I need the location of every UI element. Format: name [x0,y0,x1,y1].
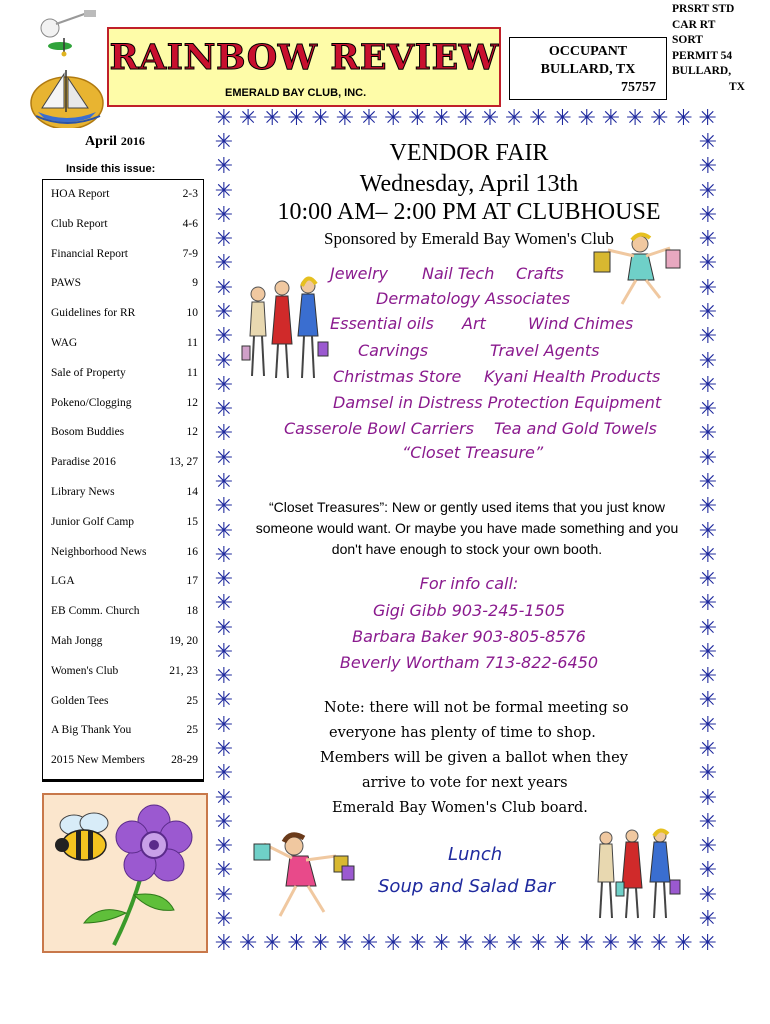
vendor-fair-date: Wednesday, April 13th [359,171,579,197]
star-icon: ✳ [214,154,234,180]
star-icon: ✳ [214,494,234,520]
toc-row [51,486,198,504]
toc-row [51,218,198,236]
toc-title: Bosom Buddies [51,426,125,439]
star-icon: ✳ [214,251,234,277]
toc-row [51,248,198,266]
toc-page: 17 [186,575,198,588]
star-icon: ✳ [432,931,451,956]
star-icon: ✳ [698,591,718,617]
star-icon: ✳ [698,202,718,228]
star-icon: ✳ [311,931,330,956]
star-border-top [212,107,720,131]
toc-title: Mah Jongg [51,635,103,647]
toc-row [51,397,198,415]
star-icon: ✳ [311,106,330,131]
star-icon: ✳ [698,664,718,690]
star-icon: ✳ [698,154,718,180]
star-icon: ✳ [698,785,718,811]
star-icon: ✳ [214,907,234,932]
toc-row [51,516,198,534]
vendor-line [240,264,698,288]
star-icon: ✳ [214,639,234,665]
toc-page: 9 [192,277,198,290]
star-icon: ✳ [698,518,718,544]
permit-line: PRSRT STD [672,3,735,15]
star-icon: ✳ [214,712,234,738]
toc-row [51,724,198,742]
star-icon: ✳ [384,931,403,956]
toc-page: 25 [186,694,198,707]
star-icon: ✳ [698,469,718,495]
vendor-item: Jewelry [330,264,388,283]
star-icon: ✳ [214,397,234,423]
vendor-item: Christmas Store [333,367,462,386]
star-icon: ✳ [577,931,597,956]
toc-page: 25 [186,724,198,737]
mailing-recipient: OCCUPANT [548,44,628,59]
toc-row [51,754,198,772]
star-icon: ✳ [698,397,718,423]
toc-page: 18 [186,605,198,618]
star-icon: ✳ [698,809,718,835]
star-border-right [696,131,720,932]
lunch-detail: Soup and Salad Bar [378,876,555,897]
vendor-item: “Closet Treasure” [402,443,544,462]
star-icon: ✳ [214,591,234,617]
newsletter-subtitle: EMERALD BAY CLUB, INC. [225,87,367,99]
star-icon: ✳ [553,931,572,956]
toc-row [51,307,198,325]
star-icon: ✳ [214,324,234,350]
star-icon: ✳ [698,542,718,568]
toc-heading: Inside this issue: [66,163,156,175]
star-icon: ✳ [214,567,234,593]
star-icon: ✳ [238,106,258,131]
star-icon: ✳ [650,106,669,131]
star-icon: ✳ [214,785,234,811]
star-icon: ✳ [698,882,718,908]
star-icon: ✳ [698,737,718,763]
vendor-item: Art [462,314,486,333]
toc-title: WAG [51,337,78,349]
star-icon: ✳ [601,106,621,131]
description-line: “Closet Treasures”: New or gently used items that you just know [268,499,666,515]
postage-permit [672,2,767,95]
star-icon: ✳ [698,178,718,204]
vendor-line [240,443,698,467]
star-icon: ✳ [698,858,718,884]
star-icon: ✳ [214,275,234,301]
permit-line: PERMIT 54 [672,49,733,62]
vendor-item: Casserole Bowl Carriers [284,419,474,438]
mailing-city: BULLARD, TX [540,62,636,77]
star-icon: ✳ [698,615,718,641]
vendor-item: Carvings [358,341,429,360]
star-border-bottom [212,932,720,956]
star-icon: ✳ [456,106,476,131]
flower-bee-clipart [42,793,208,953]
star-icon: ✳ [214,664,234,690]
star-icon: ✳ [698,421,718,447]
star-icon: ✳ [505,106,524,131]
contact-line: Barbara Baker 903-805-8576 [352,627,586,646]
vendor-item: Kyani Health Products [484,367,661,386]
table-of-contents [42,179,204,782]
star-icon: ✳ [214,106,234,131]
lunch-heading: Lunch [448,844,503,865]
mailing-zip: 75757 [621,80,656,95]
star-icon: ✳ [214,615,234,641]
newsletter-title: RAINBOW REVIEW [109,37,499,78]
star-icon: ✳ [698,931,717,956]
star-icon: ✳ [505,931,524,956]
star-icon: ✳ [698,130,718,155]
toc-title: Sale of Property [51,366,126,379]
toc-title: 2015 New Members [51,754,145,767]
masthead [107,27,501,107]
toc-title: Library News [51,486,115,498]
vendor-line [240,367,698,391]
star-icon: ✳ [214,178,234,204]
toc-title: Club Report [51,217,108,230]
mailing-address-box [509,37,667,100]
star-icon: ✳ [698,372,718,398]
toc-page: 28-29 [171,754,198,767]
star-icon: ✳ [214,761,234,787]
info-heading: For info call: [419,574,519,593]
vendor-item: Damsel in Distress Protection Equipment [333,393,662,412]
toc-row [51,188,198,206]
toc-title: PAWS [51,277,81,290]
star-icon: ✳ [408,931,427,956]
star-icon: ✳ [698,712,718,738]
note-line: arrive to vote for next years [362,775,568,791]
star-icon: ✳ [480,931,500,956]
vendor-line [240,419,698,443]
shopping-group-clipart [590,826,688,922]
toc-page: 15 [186,515,198,528]
star-icon: ✳ [214,299,234,325]
star-icon: ✳ [214,882,234,908]
toc-row [51,575,198,593]
vendor-fair-sponsor: Sponsored by Emerald Bay Women's Club [324,229,614,248]
star-icon: ✳ [214,348,234,374]
star-icon: ✳ [480,106,500,131]
star-icon: ✳ [214,372,234,398]
toc-row [51,695,198,713]
toc-title: Guidelines for RR [51,307,136,320]
star-icon: ✳ [214,688,234,714]
toc-page: 10 [186,307,198,320]
permit-line: SORT [672,34,703,46]
star-icon: ✳ [698,445,718,471]
star-icon: ✳ [698,688,718,714]
toc-row [51,665,198,683]
star-icon: ✳ [529,106,548,131]
toc-title: Pokeno/Clogging [51,396,132,409]
toc-row [51,456,198,474]
note-line: Note: there will not be formal meeting so [324,700,629,716]
toc-page: 19, 20 [169,635,198,647]
toc-page: 11 [186,366,198,379]
toc-page: 12 [186,396,198,409]
star-icon: ✳ [456,931,476,956]
toc-title: A Big Thank You [51,724,132,737]
vendor-line [240,341,698,365]
toc-page: 2-3 [182,188,198,200]
star-icon: ✳ [214,931,234,956]
star-icon: ✳ [214,737,234,763]
issue-year: 2016 [120,134,145,148]
star-icon: ✳ [698,251,718,277]
toc-title: LGA [51,575,75,588]
star-icon: ✳ [214,834,234,860]
toc-title: Junior Golf Camp [51,515,135,528]
star-icon: ✳ [698,639,718,665]
star-icon: ✳ [214,858,234,884]
vendor-item: Essential oils [330,314,434,333]
description-line: someone would want. Or maybe you have made something and you [255,520,679,536]
description-line: don't have enough to stock your own booth. [331,541,603,557]
closet-treasure-description [244,497,690,560]
toc-title: Women's Club [51,664,119,677]
toc-title: Neighborhood News [51,545,147,558]
toc-row [51,277,198,295]
toc-page: 12 [186,426,198,439]
toc-page: 13, 27 [169,456,198,469]
vendor-item: Travel Agents [490,341,600,360]
contact-line: Gigi Gibb 903-245-1505 [372,601,566,620]
star-icon: ✳ [625,106,645,131]
issue-date [85,134,145,150]
star-icon: ✳ [214,469,234,495]
toc-page: 14 [186,486,198,498]
permit-line: BULLARD, [672,65,732,77]
vendor-item: Tea and Gold Towels [494,419,657,438]
vendor-line [240,393,698,417]
star-icon: ✳ [238,931,258,956]
star-icon: ✳ [335,931,355,956]
star-icon: ✳ [698,567,718,593]
star-icon: ✳ [214,202,234,228]
star-icon: ✳ [287,106,306,131]
star-icon: ✳ [214,130,234,155]
toc-title: HOA Report [51,188,110,200]
permit-line: TX [729,80,745,93]
vendor-item: Nail Tech [422,264,495,283]
toc-row [51,337,198,355]
toc-row [51,426,198,444]
toc-page: 21, 23 [169,664,198,677]
star-icon: ✳ [359,106,379,131]
vendor-line [240,314,698,338]
star-icon: ✳ [625,931,645,956]
star-icon: ✳ [698,275,718,301]
star-icon: ✳ [214,227,234,253]
note-line: everyone has plenty of time to shop. [329,725,596,741]
star-icon: ✳ [214,518,234,544]
star-icon: ✳ [698,907,718,932]
toc-row [51,546,198,564]
star-icon: ✳ [384,106,403,131]
toc-row [51,605,198,623]
note-line: Members will be given a ballot when they [320,750,628,766]
star-icon: ✳ [698,834,718,860]
star-icon: ✳ [698,348,718,374]
star-icon: ✳ [214,542,234,568]
toc-page: 4-6 [182,217,198,230]
toc-title: Golden Tees [51,694,109,707]
toc-row [51,635,198,653]
toc-title: Paradise 2016 [51,456,116,469]
star-border-left [212,131,236,932]
vendor-item: Crafts [516,264,564,283]
star-icon: ✳ [553,106,572,131]
star-icon: ✳ [335,106,355,131]
vendor-fair-time: 10:00 AM– 2:00 PM AT CLUBHOUSE [277,199,661,225]
vendor-fair-title: VENDOR FAIR [389,140,549,166]
issue-month: April [85,134,117,149]
star-icon: ✳ [698,494,718,520]
star-icon: ✳ [529,931,548,956]
toc-page: 7-9 [182,247,198,260]
star-icon: ✳ [674,106,693,131]
toc-title: Financial Report [51,247,128,260]
star-icon: ✳ [263,106,282,131]
vendor-line [240,289,698,313]
star-icon: ✳ [432,106,451,131]
star-icon: ✳ [698,324,718,350]
toc-page: 16 [186,545,198,558]
star-icon: ✳ [214,809,234,835]
shopping-woman-clipart [250,826,360,922]
star-icon: ✳ [359,931,379,956]
vendor-item: Dermatology Associates [376,289,571,308]
star-icon: ✳ [698,299,718,325]
star-icon: ✳ [698,761,718,787]
star-icon: ✳ [674,931,693,956]
star-icon: ✳ [214,421,234,447]
star-icon: ✳ [287,931,306,956]
toc-row [51,367,198,385]
note-line: Emerald Bay Women's Club board. [332,800,588,816]
star-icon: ✳ [577,106,597,131]
vendor-item: Wind Chimes [528,314,634,333]
star-icon: ✳ [650,931,669,956]
star-icon: ✳ [698,106,717,131]
star-icon: ✳ [408,106,427,131]
toc-title: EB Comm. Church [51,605,140,618]
permit-line: CAR RT [672,18,716,31]
contact-line: Beverly Wortham 713-822-6450 [339,653,599,672]
star-icon: ✳ [263,931,282,956]
star-icon: ✳ [698,227,718,253]
toc-page: 11 [186,337,198,349]
star-icon: ✳ [214,445,234,471]
star-icon: ✳ [601,931,621,956]
golf-sailboat-clipart [22,8,112,128]
